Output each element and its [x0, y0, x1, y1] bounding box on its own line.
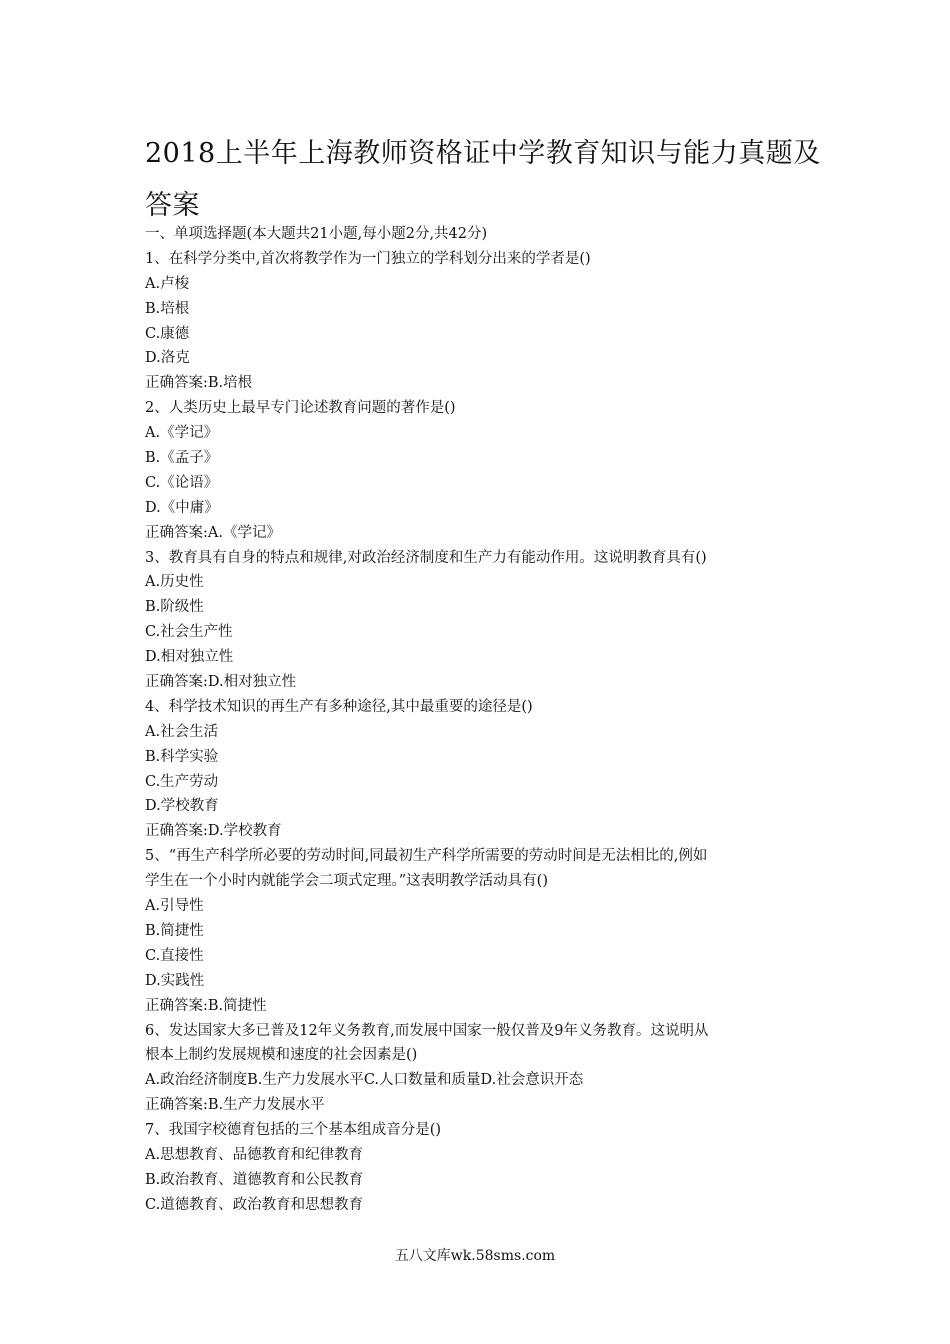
text-line: 正确答案:B.培根	[145, 375, 253, 392]
text-line: D.实践性	[145, 972, 205, 989]
document-body	[145, 222, 815, 1218]
text-line: 正确答案:B.生产力发展水平	[145, 1097, 325, 1114]
text-line: 3、教育具有自身的特点和规律,对政治经济制度和生产力有能动作用。这说明教育具有()	[145, 549, 707, 566]
text-line: B.科学实验	[145, 748, 219, 765]
text-line: D.相对独立性	[145, 649, 234, 666]
text-line: C.生产劳动	[145, 773, 219, 790]
text-line: 1、在科学分类中,首次将教学作为一门独立的学科划分出来的学者是()	[145, 250, 591, 267]
text-line: B.培根	[145, 300, 190, 317]
text-line: C.康德	[145, 325, 190, 342]
text-line: 正确答案:D.相对独立性	[145, 674, 297, 691]
text-line: B.《孟子》	[145, 450, 219, 467]
text-line: B.简捷性	[145, 922, 204, 939]
text-line: D.《中庸》	[145, 499, 219, 516]
text-line: C.社会生产性	[145, 624, 233, 641]
text-line: 5、“再生产科学所必要的劳动时间,同最初生产科学所需要的劳动时间是无法相比的,例如	[145, 848, 708, 865]
text-line: 正确答案:A.《学记》	[145, 524, 281, 541]
text-line: A.卢梭	[145, 275, 190, 292]
text-line: C.直接性	[145, 947, 204, 964]
text-line: 正确答案:B.简捷性	[145, 997, 267, 1014]
text-line: A.社会生活	[145, 723, 219, 740]
text-line: 4、科学技术知识的再生产有多种途径,其中最重要的途径是()	[145, 698, 533, 715]
text-line: C.《论语》	[145, 474, 219, 491]
text-line: A.引导性	[145, 898, 204, 915]
text-line: 一、单项选择题(本大题共21小题,每小题2分,共42分)	[145, 226, 488, 242]
text-line: 正确答案:D.学校教育	[145, 823, 282, 840]
text-line: A.《学记》	[145, 425, 219, 442]
text-line: C.道德教育、政治教育和思想教育	[145, 1196, 364, 1213]
text-line: 6、发达国家大多已普及12年义务教育,而发展中国家一般仅普及9年义务教育。这说明从	[145, 1022, 709, 1039]
text-line: B.政治教育、道德教育和公民教育	[145, 1171, 364, 1188]
text-line: D.洛克	[145, 350, 190, 367]
text-line: A.政治经济制度B.生产力发展水平C.人口数量和质量D.社会意识开态	[145, 1072, 584, 1089]
page-footer: 五八文库wk.58sms.com	[394, 1248, 556, 1264]
text-line: B.阶级性	[145, 599, 204, 616]
document-title: 2018上半年上海教师资格证中学教育知识与能力真题及答案	[145, 138, 821, 221]
text-line: A.历史性	[145, 574, 204, 591]
text-line: 7、我国字校德育包括的三个基本组成音分是()	[145, 1122, 442, 1139]
text-line: A.思想教育、品德教育和纪律教育	[145, 1146, 364, 1163]
text-line: 根本上制约发展规模和速度的社会因素是()	[145, 1047, 418, 1064]
text-line: D.学校教育	[145, 798, 219, 815]
text-line: 2、人类历史上最早专门论述教育问题的著作是()	[145, 400, 456, 417]
text-line: 学生在一个小时内就能学会二项式定理。”这表明教学活动具有()	[145, 873, 548, 890]
